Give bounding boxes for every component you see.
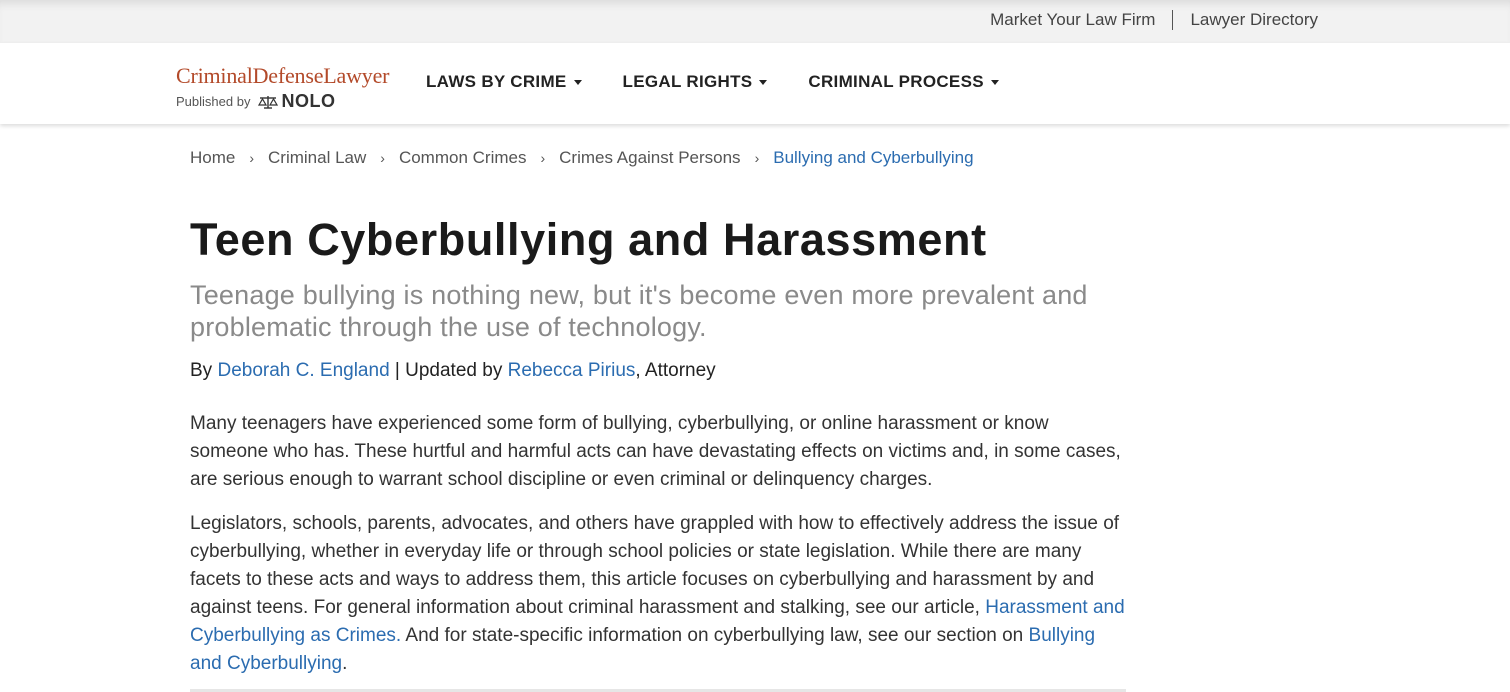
- site-header: [0, 43, 1510, 124]
- byline-by: By: [190, 360, 213, 381]
- article-subtitle: Teenage bullying is nothing new, but it's become even more prevalent and problematic through the use of technology.: [190, 280, 1088, 342]
- nav-laws-by-crime[interactable]: [426, 72, 582, 92]
- paragraph-2-text-c: .: [342, 653, 348, 674]
- breadcrumb-home[interactable]: Home: [190, 148, 236, 167]
- scales-icon: [258, 94, 278, 110]
- breadcrumb: [190, 148, 974, 168]
- caret-down-icon: [991, 80, 999, 85]
- nav-legal-rights-label: LEGAL RIGHTS: [622, 72, 753, 91]
- editor-link[interactable]: Rebecca Pirius: [507, 360, 636, 381]
- breadcrumb-crimes-against-persons[interactable]: Crimes Against Persons: [559, 148, 741, 167]
- nav-criminal-process-label: CRIMINAL PROCESS: [808, 72, 984, 91]
- harassment-article-link[interactable]: Harassment and Cyberbullying as Crimes.: [190, 597, 1125, 646]
- utility-bar: [0, 0, 1510, 43]
- caret-down-icon: [759, 80, 767, 85]
- nav-laws-by-crime-label: LAWS BY CRIME: [426, 72, 567, 91]
- utility-links: [990, 10, 1318, 30]
- breadcrumb-separator: ›: [249, 150, 255, 166]
- author-link[interactable]: Deborah C. England: [217, 360, 390, 381]
- breadcrumb-separator: ›: [380, 150, 385, 166]
- breadcrumb-separator: ›: [540, 150, 546, 166]
- byline-updated-by: | Updated by: [394, 360, 503, 381]
- breadcrumb-common-crimes[interactable]: Common Crimes: [398, 148, 527, 167]
- lawyer-directory-link[interactable]: Lawyer Directory: [1190, 10, 1318, 29]
- site-logo[interactable]: [176, 63, 389, 112]
- nav-criminal-process[interactable]: [808, 72, 998, 92]
- nav-legal-rights[interactable]: [623, 72, 768, 92]
- logo-nolo: NOLO: [281, 91, 336, 111]
- paragraph-2-text-b: And for state-specific information on cyberbullying law, see our section on: [401, 625, 1029, 646]
- article-paragraph-1: Many teenagers have experienced some form of bullying, cyberbullying, or online harassment or know someone who has. These hurtful and harmful acts can have devastating effects on victims and, in some cases, are serious enough to warrant school discipline or even criminal or delinquency charges.: [190, 413, 1121, 490]
- bullying-section-link[interactable]: Bullying and Cyberbullying: [190, 625, 1096, 674]
- byline-role: , Attorney: [635, 360, 716, 381]
- market-your-law-firm-link[interactable]: Market Your Law Firm: [990, 10, 1156, 29]
- logo-published-by: Published by: [176, 94, 251, 109]
- breadcrumb-criminal-law[interactable]: Criminal Law: [268, 148, 367, 167]
- article-paragraph-2: [190, 510, 1130, 678]
- breadcrumb-bullying-and-cyberbullying[interactable]: Bullying and Cyberbullying: [773, 148, 974, 167]
- main-nav: [426, 72, 1040, 92]
- logo-publisher: [176, 91, 389, 112]
- article-byline: [190, 360, 716, 382]
- logo-wordmark: CriminalDefenseLawyer: [176, 63, 390, 88]
- page-title: Teen Cyberbullying and Harassment: [190, 214, 987, 265]
- utility-divider: [1172, 10, 1173, 30]
- paragraph-2-text-a: Legislators, schools, parents, advocates, and others have grappled with how to effectively address the issue of cyberbullying, whether in everyday life or through school policies or state legislation. While there are many facets to these acts and ways to address them, this article focuses on cyberbullying and harassment by and against teens. For general information about criminal harassment and stalking, see our article,: [190, 513, 1120, 618]
- breadcrumb-separator: ›: [754, 150, 760, 166]
- caret-down-icon: [574, 80, 582, 85]
